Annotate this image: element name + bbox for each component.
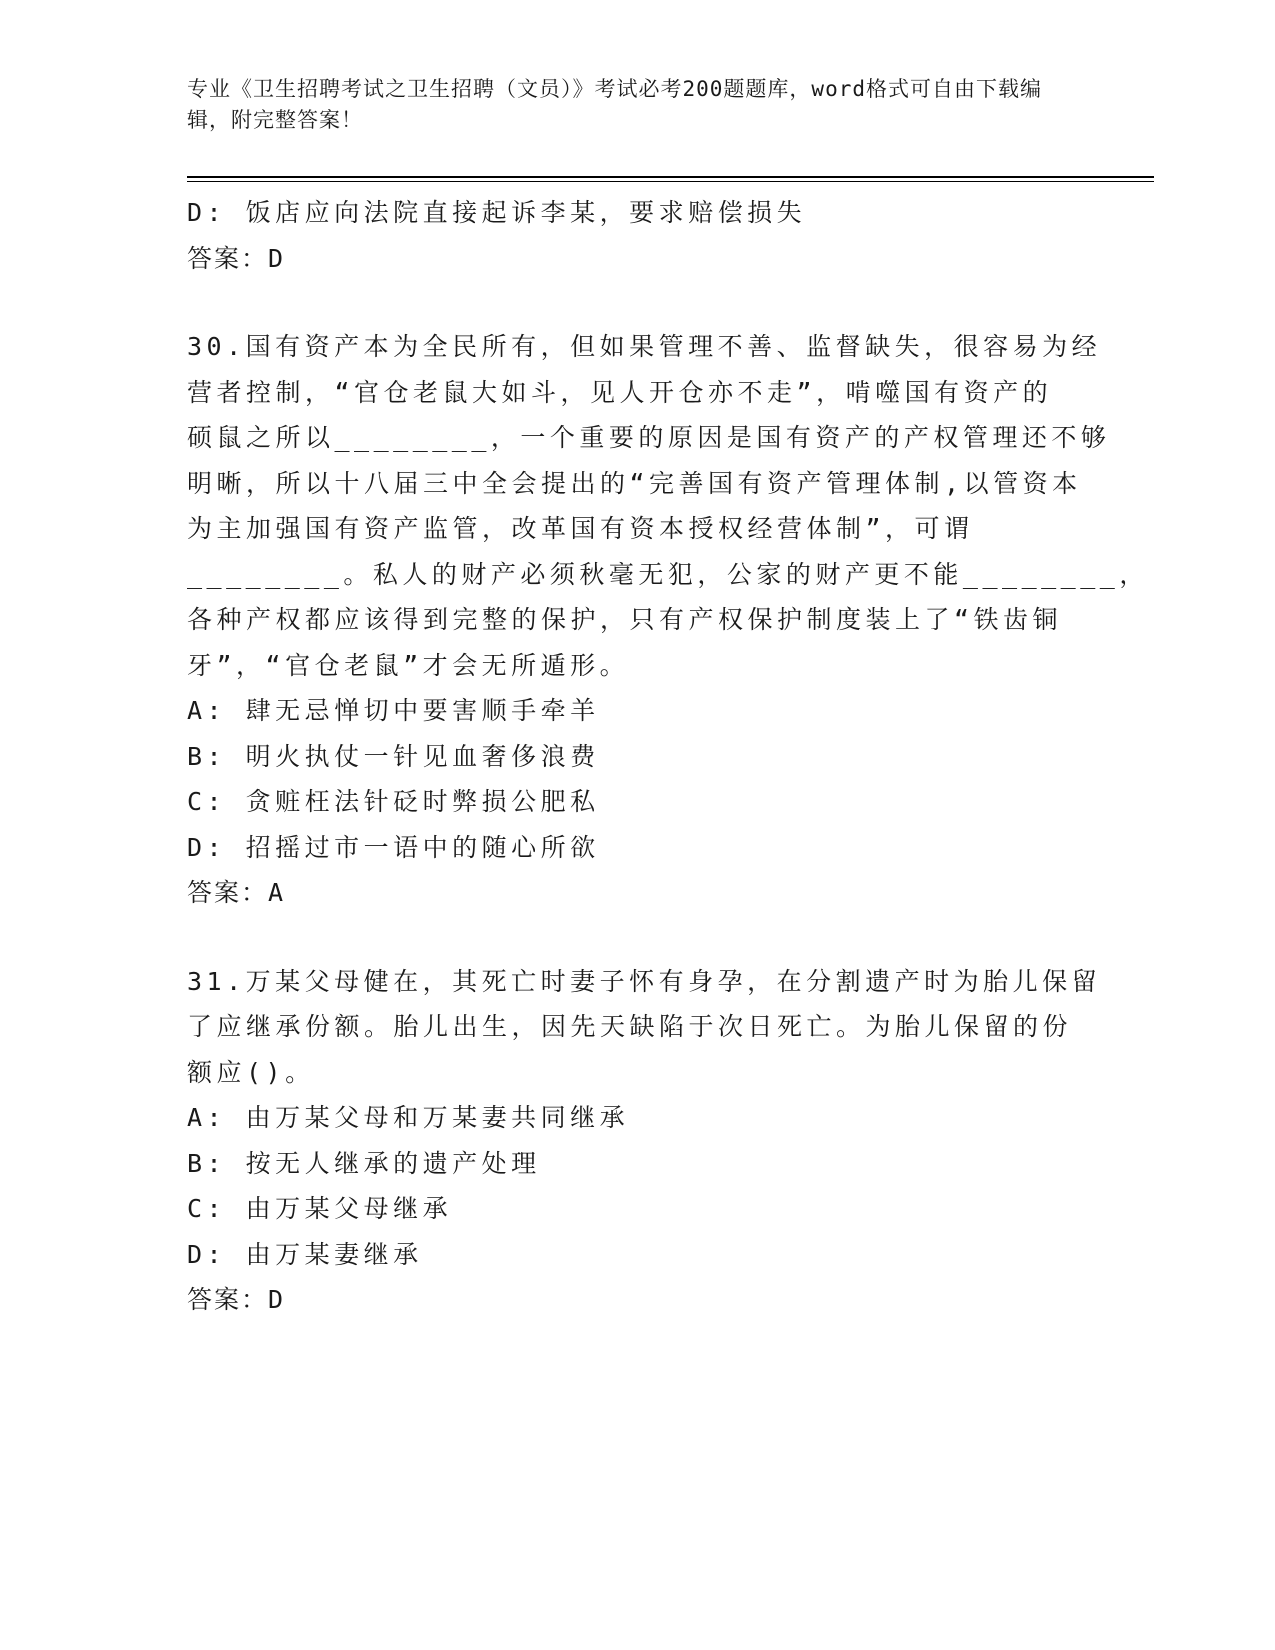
carryover-option-d: D: 饭店应向法院直接起诉李某，要求赔偿损失 bbox=[187, 198, 807, 227]
q30-option-c: C: 贪赃枉法针砭时弊损公肥私 bbox=[187, 787, 600, 816]
q30-stem-line: 各种产权都应该得到完整的保护，只有产权保护制度装上了“铁齿铜 bbox=[187, 605, 1063, 634]
spacer bbox=[187, 916, 1077, 959]
q30-stem-line: 牙”，“官仓老鼠”才会无所遁形。 bbox=[187, 650, 630, 680]
header-divider-thick bbox=[187, 176, 1154, 178]
q30-option-a: A: 肆无忌惮切中要害顺手牵羊 bbox=[187, 696, 600, 725]
q31-stem-line: 了应继承份额。胎儿出生，因先天缺陷于次日死亡。为胎儿保留的份 bbox=[187, 1012, 1073, 1041]
q30-stem-line: 硕鼠之所以________，一个重要的原因是国有资产的产权管理还不够 bbox=[187, 423, 1111, 452]
q30-stem-line: 30.国有资产本为全民所有，但如果管理不善、监督缺失，很容易为经 bbox=[187, 332, 1102, 361]
q30-stem-line: 营者控制，“官仓老鼠大如斗，见人开仓亦不走”，啃噬国有资产的 bbox=[187, 377, 1053, 407]
q31-option-d: D: 由万某妻继承 bbox=[187, 1239, 423, 1269]
document-body bbox=[187, 190, 1149, 1323]
page-header bbox=[187, 74, 1067, 136]
carryover-answer: 答案：D bbox=[187, 243, 286, 273]
question-31 bbox=[187, 959, 1102, 1323]
question-30 bbox=[187, 324, 1149, 916]
q31-option-a: A: 由万某父母和万某妻共同继承 bbox=[187, 1103, 630, 1132]
q30-stem-line: ________。私人的财产必须秋毫无犯，公家的财产更不能________， bbox=[187, 559, 1149, 589]
q30-stem-line: 为主加强国有资产监管，改革国有资本授权经营体制”，可谓 bbox=[187, 514, 974, 543]
q31-option-b: B: 按无人继承的遗产处理 bbox=[187, 1148, 541, 1178]
q31-stem-line: 31.万某父母健在，其死亡时妻子怀有身孕，在分割遗产时为胎儿保留 bbox=[187, 966, 1102, 996]
q31-answer: 答案：D bbox=[187, 1285, 286, 1314]
header-text: 专业《卫生招聘考试之卫生招聘（文员）》考试必考200题题库，word格式可自由下载编辑，附完整答案！ bbox=[187, 77, 1042, 132]
q30-stem-line: 明晰，所以十八届三中全会提出的“完善国有资产管理体制,以管资本 bbox=[187, 468, 1082, 498]
header-divider-thin bbox=[187, 181, 1154, 182]
q30-answer: 答案：A bbox=[187, 878, 286, 907]
spacer bbox=[187, 281, 1077, 324]
q31-stem-line: 额应()。 bbox=[187, 1057, 315, 1087]
q31-option-c: C: 由万某父母继承 bbox=[187, 1194, 453, 1223]
q30-option-b: B: 明火执仗一针见血奢侈浪费 bbox=[187, 741, 600, 771]
q30-option-d: D: 招摇过市一语中的随心所欲 bbox=[187, 832, 600, 862]
